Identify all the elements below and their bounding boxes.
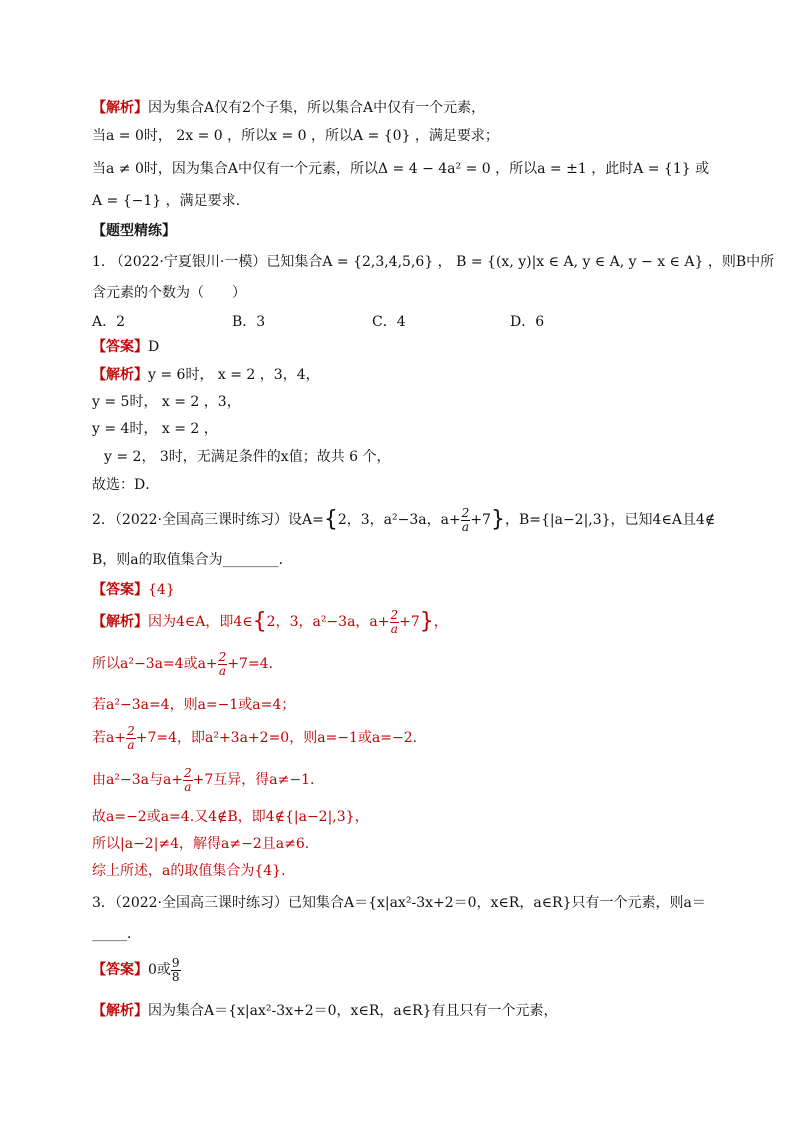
s1-line-2 — [92, 126, 734, 146]
q2-stem-a: 2．（2022·全国高三课时练习）设A= — [92, 512, 324, 528]
fraction-denominator: a — [218, 663, 227, 678]
q2-expl-line-6 — [92, 807, 734, 827]
s1-text-4: A = {−1} ，满足要求. — [92, 193, 241, 209]
q1-option-c: C．4 — [372, 314, 406, 330]
q1-expl-line-2 — [92, 392, 734, 412]
fraction-denominator: 8 — [171, 969, 180, 984]
explanation-tag: 【解析】 — [92, 1003, 148, 1019]
answer-tag: 【答案】 — [92, 962, 148, 978]
s1-line-3 — [92, 159, 734, 179]
q2-expl-1a: 因为4∈A，即4∈ — [148, 614, 253, 630]
q3-answer-fraction — [171, 957, 181, 984]
q2-stem-2: B，则a的取值集合为 — [92, 552, 223, 568]
q3-expl-line-1 — [92, 1001, 734, 1021]
q2-expl-5a: 由a²−3a与a+ — [92, 772, 184, 788]
q2-expl-4b: +7=4，即a²+3a+2=0，则a=−1或a=−2. — [135, 730, 418, 746]
q3-expl-1: 因为集合A＝{x|ax²-3x+2＝0，x∈R，a∈R}有且只有一个元素， — [148, 1003, 558, 1019]
s1-text-3: 当a ≠ 0时，因为集合A中仅有一个元素，所以Δ = 4 − 4a² = 0 ，所以a = ±1 ，此时A = {1} 或 — [92, 161, 710, 177]
q2-expl-6: 故a=−2或a=4.又4∉B，即4∉{|a−2|,3}， — [92, 809, 369, 825]
q2-expl-1b: 2，3，a²−3a，a+ — [266, 614, 390, 630]
q2-expl-5b: +7互异，得a≠−1. — [192, 772, 315, 788]
q1-expl-5: 故选：D． — [92, 477, 160, 493]
q1-answer: D — [148, 339, 160, 355]
q3-stem-1: 3．（2022·全国高三课时练习）已知集合A＝{x|ax²-3x+2＝0，x∈R，a∈R}只有一个元素，则a＝ — [92, 895, 706, 911]
q2-stem-line-2 — [92, 550, 734, 570]
q3-stem-end: ． — [127, 926, 141, 942]
q2-stem-line-1 — [92, 506, 734, 534]
q3-stem-line-2 — [92, 924, 734, 944]
q1-expl-3: y = 4时， x = 2 ， — [92, 421, 218, 437]
q2-expl-2a: 所以a²−3a=4或a+ — [92, 656, 218, 672]
q2-expl-fraction-2 — [218, 651, 228, 678]
fraction-numerator: 2 — [218, 649, 227, 664]
q1-expl-line-3 — [92, 419, 734, 439]
right-brace-icon: } — [419, 609, 434, 634]
q1-option-d: D．6 — [510, 314, 545, 330]
s1-line-1 — [92, 98, 734, 118]
q1-option-a: A．2 — [92, 314, 126, 330]
q3-answer-text: 0或 — [148, 962, 171, 978]
right-brace-icon: } — [490, 507, 505, 532]
q2-expl-line-8 — [92, 861, 734, 881]
q2-set-tail: +7 — [470, 512, 491, 528]
section-title: 【题型精练】 — [92, 223, 176, 239]
q3-answer-line — [92, 956, 734, 984]
fraction-denominator: a — [184, 779, 192, 794]
answer-tag: 【答案】 — [92, 582, 148, 598]
q2-expl-line-4 — [92, 724, 734, 752]
q2-blank: ________ — [222, 552, 279, 568]
answer-tag: 【答案】 — [92, 339, 148, 355]
q2-expl-1c: +7 — [399, 614, 420, 630]
explanation-tag: 【解析】 — [92, 614, 148, 630]
left-brace-icon: { — [252, 609, 267, 634]
q1-expl-line-5 — [92, 475, 734, 495]
s1-line-4 — [92, 191, 734, 211]
q2-expl-line-1 — [92, 608, 734, 636]
q2-answer-line — [92, 580, 734, 600]
q2-expl-1d: ， — [433, 614, 448, 630]
q2-set-items: 2，3，a²−3a，a+ — [337, 512, 461, 528]
q1-expl-2: y = 5时， x = 2 ，3， — [92, 394, 241, 410]
q1-stem-2: 含元素的个数为（ ） — [92, 285, 246, 301]
q1-expl-4: y = 2， 3时，无满足条件的x值；故共 6 个， — [104, 449, 391, 465]
q2-stem-b: ，B={|a−2|,3}，已知4∈A且4∉ — [504, 512, 716, 528]
q3-stem-line-1 — [92, 893, 734, 913]
fraction-denominator: a — [461, 519, 470, 534]
s1-text-1: 因为集合A仅有2个子集，所以集合A中仅有一个元素， — [148, 100, 486, 116]
fraction-numerator: 2 — [390, 607, 399, 622]
q2-expl-3: 若a²−3a=4，则a=−1或a=4； — [92, 697, 296, 713]
q2-answer: {4} — [148, 582, 175, 598]
q2-stem-end: ． — [278, 552, 293, 568]
q1-answer-line — [92, 337, 734, 357]
explanation-tag: 【解析】 — [92, 100, 148, 116]
q2-expl-4a: 若a+ — [92, 730, 127, 746]
q2-expl-8: 综上所述，a的取值集合为{4}. — [92, 863, 286, 879]
q2-fraction — [461, 507, 471, 534]
q3-blank: _____ — [92, 926, 127, 942]
fraction-numerator: 9 — [171, 955, 180, 970]
q2-expl-line-5 — [92, 766, 734, 794]
q2-expl-line-3 — [92, 695, 734, 715]
explanation-tag: 【解析】 — [92, 367, 148, 383]
q1-stem-1: 1. （2022·宁夏银川·一模）已知集合A = {2,3,4,5,6} ， B = {(x, y)|x ∈ A, y ∈ A, y − x ∈ A} ，则B中所 — [92, 254, 775, 270]
q1-expl-1: y = 6时， x = 2 ，3，4， — [148, 367, 320, 383]
fraction-denominator: a — [390, 621, 398, 636]
q2-expl-line-7 — [92, 834, 734, 854]
q1-expl-line-1 — [92, 365, 734, 385]
q2-expl-fraction-1 — [390, 609, 400, 636]
q1-stem-line-2 — [92, 283, 734, 303]
q2-expl-2b: +7=4. — [227, 656, 274, 672]
fraction-numerator: 2 — [461, 505, 470, 520]
q2-expl-7: 所以|a−2|≠4，解得a≠−2且a≠6. — [92, 836, 310, 852]
q2-expl-line-2 — [92, 650, 734, 678]
q2-expl-fraction-3 — [126, 725, 136, 752]
q1-option-b: B．3 — [232, 314, 266, 330]
q1-stem-line-1 — [92, 252, 775, 272]
s1-text-2: 当a = 0时， 2x = 0 ，所以x = 0 ，所以A = {0} ，满足要求； — [92, 128, 499, 144]
fraction-numerator: 2 — [184, 765, 192, 780]
left-brace-icon: { — [323, 507, 338, 532]
q1-expl-line-4 — [104, 447, 734, 467]
section-heading — [92, 221, 734, 241]
fraction-denominator: a — [127, 737, 135, 752]
q2-expl-fraction-4 — [183, 767, 193, 794]
fraction-numerator: 2 — [127, 723, 135, 738]
